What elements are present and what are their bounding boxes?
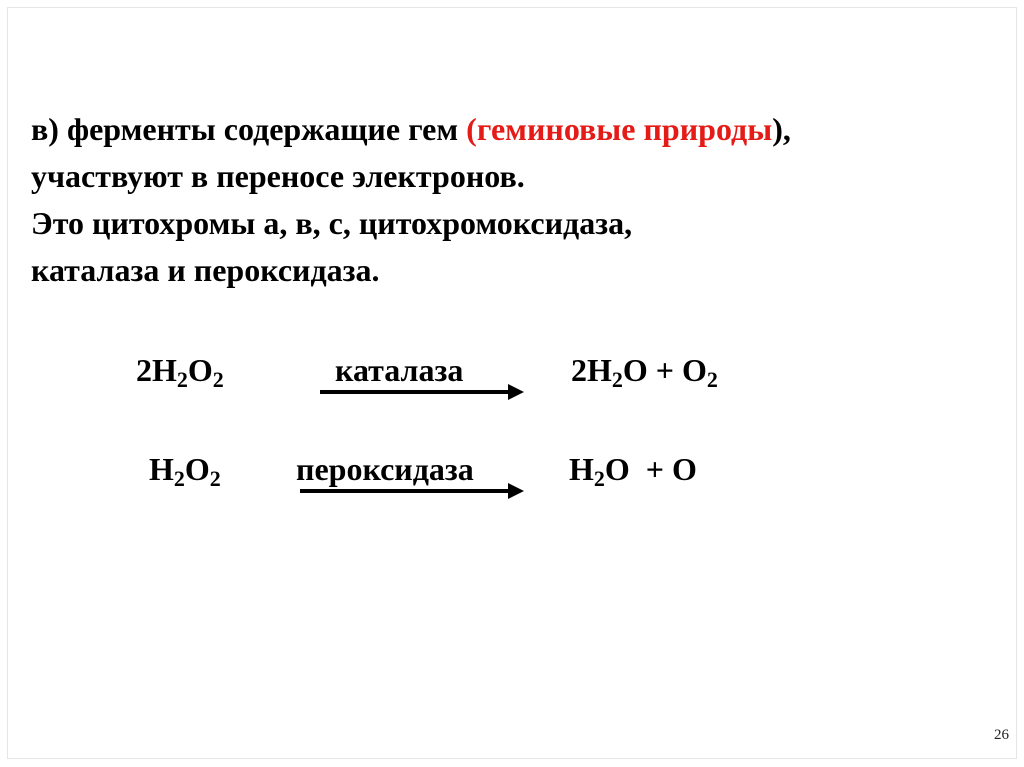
highlight-heme-nature: (геминовые природы (466, 111, 773, 147)
equation-2-enzyme: пероксидаза (296, 451, 474, 487)
enzyme-description (31, 106, 791, 294)
product-subscript: 2 (611, 367, 623, 393)
reactant-part: O (187, 352, 213, 388)
equation-1-reactant (136, 352, 224, 393)
product-part: O + O (604, 451, 697, 487)
reactant-subscript: 2 (212, 367, 224, 393)
reactant-subscript: 2 (176, 367, 188, 393)
product-part: 2H (571, 352, 612, 388)
description-line-3: Это цитохромы а, в, с, цитохромоксидаза, (31, 205, 633, 241)
description-line-2: участвуют в переносе электронов. (31, 158, 525, 194)
reactant-subscript: 2 (209, 466, 221, 492)
equation-1-arrow (320, 390, 510, 394)
line1-prefix: в) ферменты содержащие гем (31, 111, 467, 147)
product-part: H (569, 451, 594, 487)
reactant-part: O (184, 451, 210, 487)
description-line-1 (31, 106, 791, 153)
equation-2-product (569, 451, 697, 492)
description-line-4: каталаза и пероксидаза. (31, 252, 380, 288)
equation-1-product (571, 352, 718, 393)
equation-2-reactant (149, 451, 221, 492)
page-number: 26 (994, 727, 1009, 743)
equation-1-enzyme: каталаза (335, 352, 464, 388)
product-subscript: 2 (593, 466, 605, 492)
product-subscript: 2 (706, 367, 718, 393)
reactant-subscript: 2 (173, 466, 185, 492)
reactant-part: 2H (136, 352, 177, 388)
reactant-part: H (149, 451, 174, 487)
product-part: O + O (622, 352, 707, 388)
line1-suffix: ), (772, 111, 791, 147)
equation-2-arrow (300, 489, 510, 493)
